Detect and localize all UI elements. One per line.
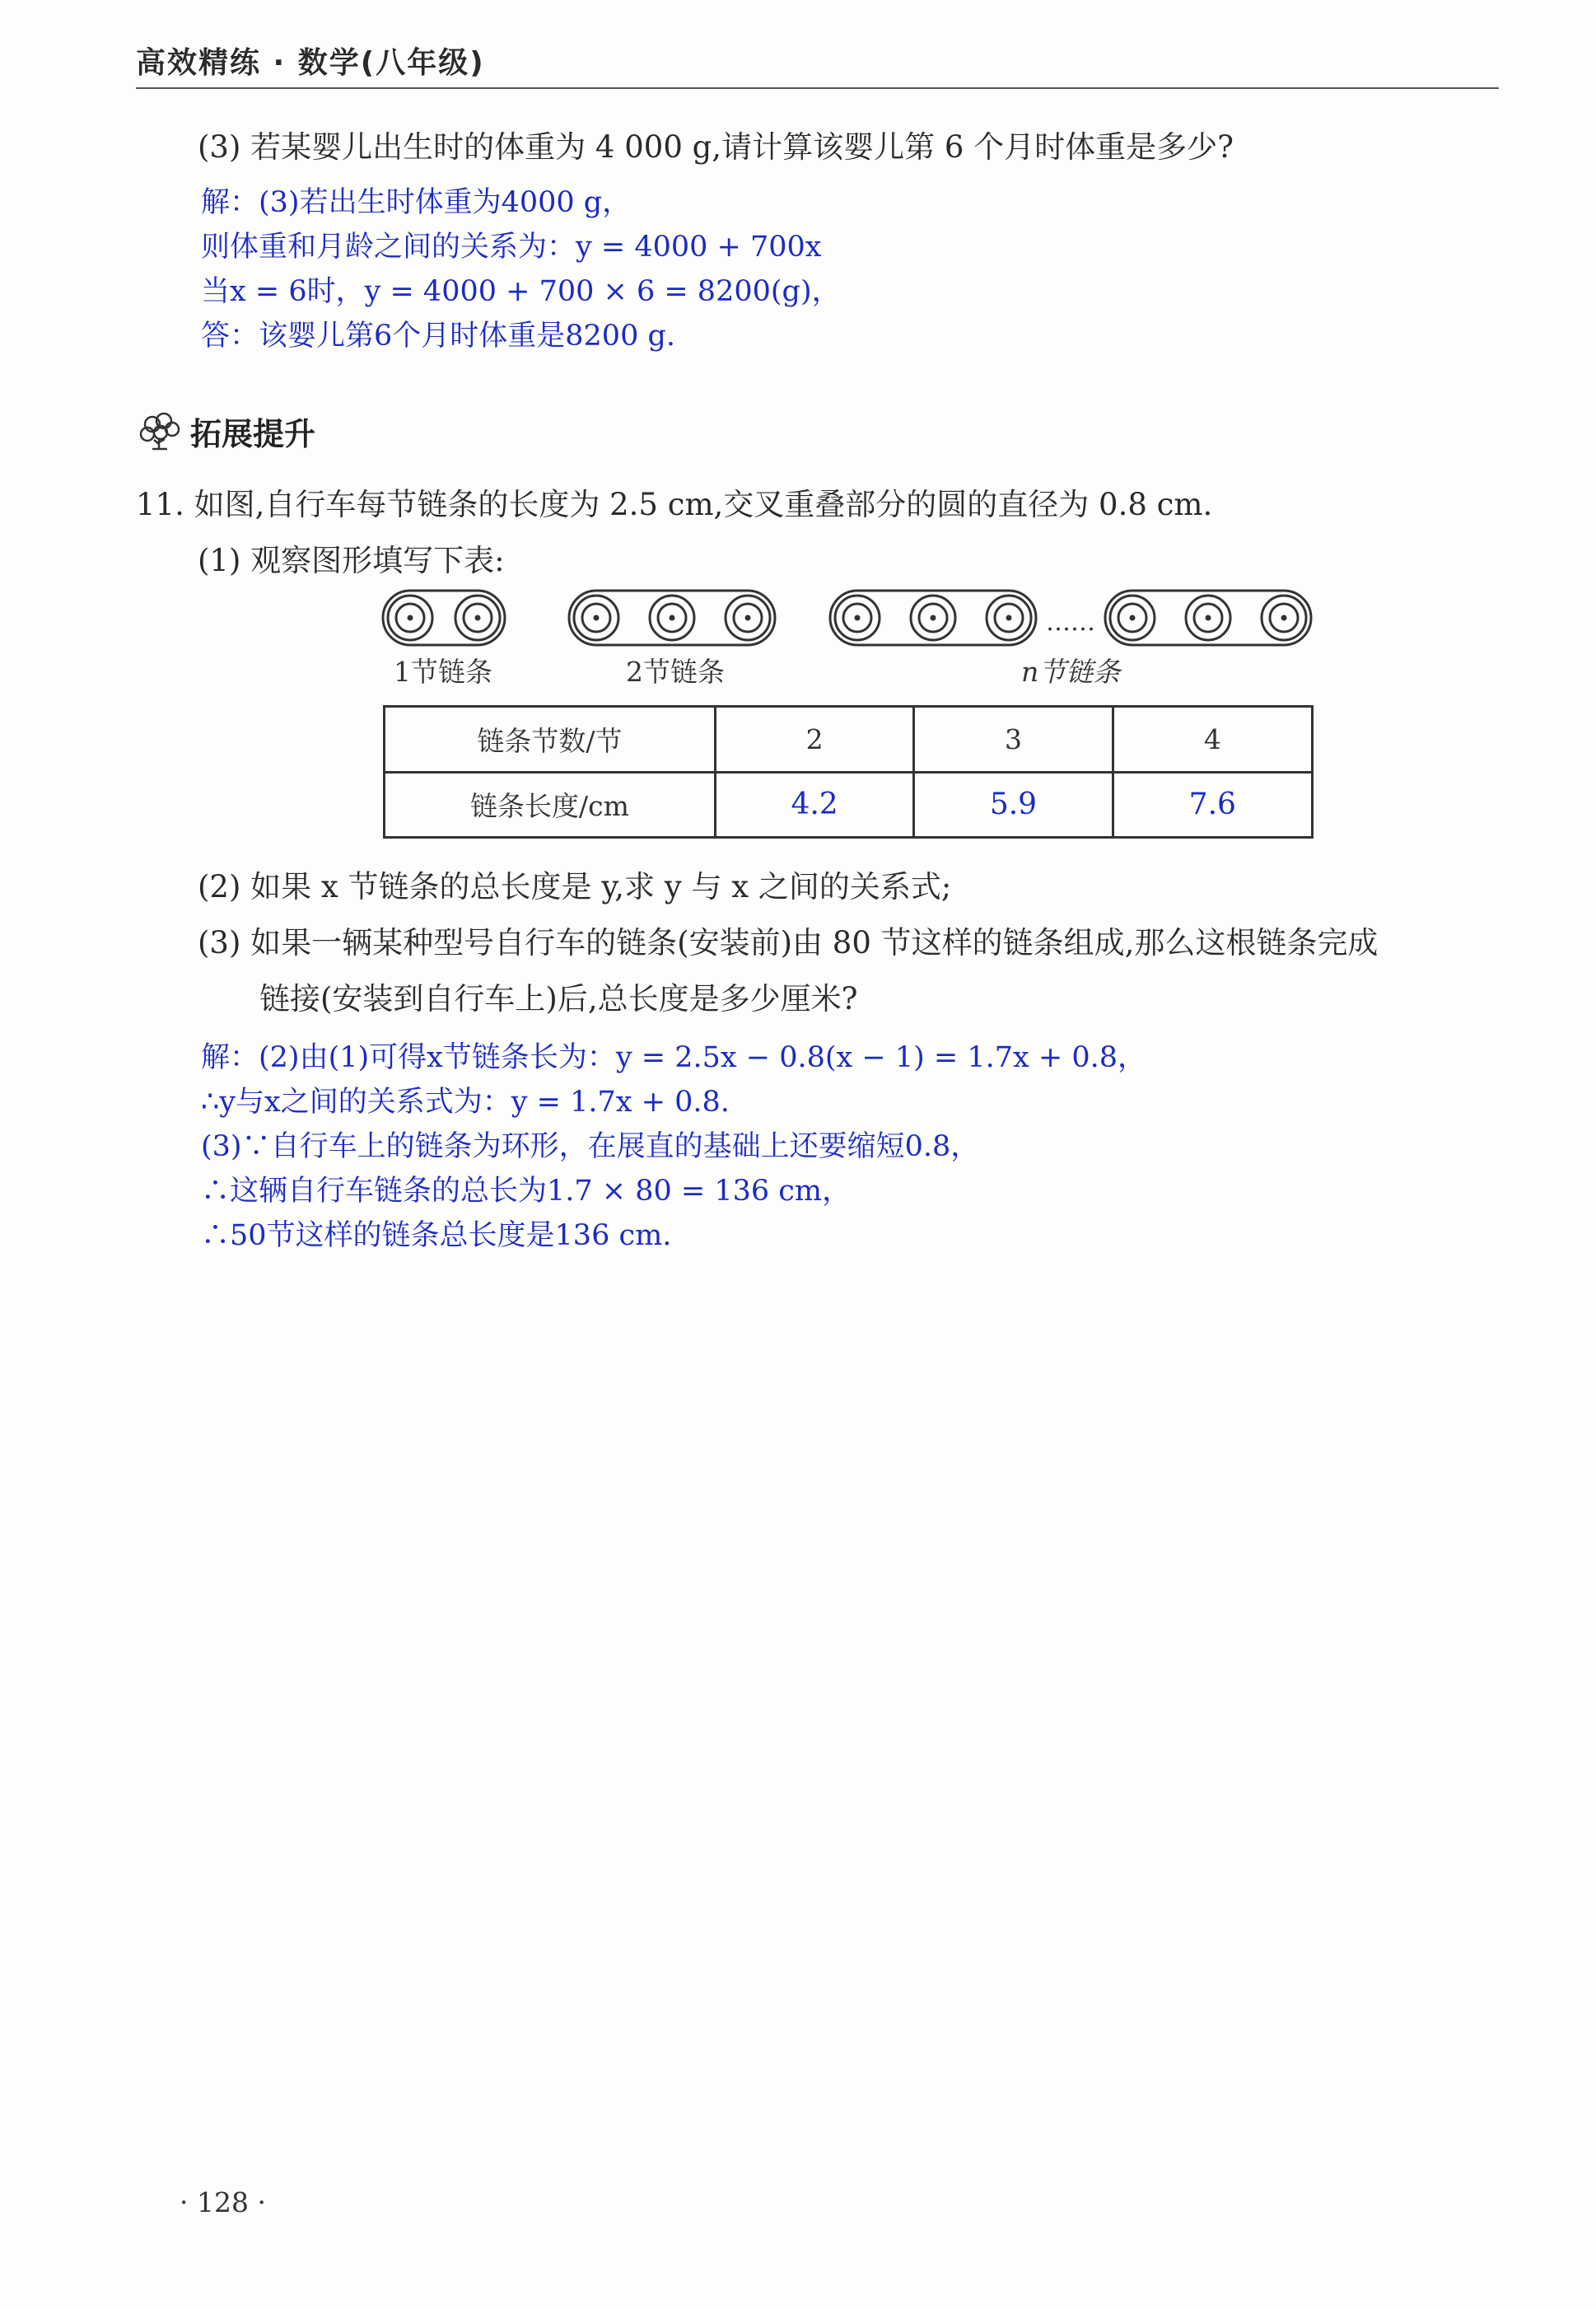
table-cell: 4 xyxy=(1113,707,1312,773)
chain-label-2: 2节链条 xyxy=(626,656,725,688)
table-cell: 2 xyxy=(715,707,913,773)
q10-answer-line-3: 当x = 6时，y = 4000 + 700 × 6 = 8200(g)， xyxy=(201,275,841,308)
chain-figure xyxy=(375,581,1322,655)
table-answer-cell: 5.9 xyxy=(914,772,1113,838)
section-title: 拓展提升 xyxy=(190,416,316,452)
table-header-count: 链条节数/节 xyxy=(385,707,716,773)
q11-part3-line-1: (3) 如果一辆某种型号自行车的链条(安装前)由 80 节这样的链条组成,那么这根链条完成 xyxy=(198,925,1379,961)
table-answer-cell: 7.6 xyxy=(1113,772,1312,838)
q11-stem: 11. 如图,自行车每节链条的长度为 2.5 cm,交叉重叠部分的圆的直径为 0.8 cm. xyxy=(136,487,1213,522)
table-row xyxy=(385,707,1313,773)
q10-answer-line-4: 答：该婴儿第6个月时体重是8200 g. xyxy=(201,320,675,353)
chain-table xyxy=(383,705,1314,839)
q10-answer-line-1: 解：(3)若出生时体重为4000 g， xyxy=(201,186,632,219)
section-heading xyxy=(136,409,315,454)
q11-answer-line-4: ∴这辆自行车链条的总长为1.7 × 80 = 136 cm， xyxy=(201,1175,852,1208)
page-number: · 128 · xyxy=(180,2186,266,2218)
q10-part3-question: (3) 若某婴儿出生时的体重为 4 000 g,请计算该婴儿第 6 个月时体重是多少? xyxy=(198,129,1234,165)
q11-part2: (2) 如果 x 节链条的总长度是 y,求 y 与 x 之间的关系式; xyxy=(198,869,952,904)
chain-1-link xyxy=(383,591,505,645)
chain-label-n: n节链条 xyxy=(1021,656,1121,688)
q11-part1: (1) 观察图形填写下表: xyxy=(198,543,505,578)
chain-label-1: 1节链条 xyxy=(394,656,492,688)
q11-answer-line-2: ∴y与x之间的关系式为：y = 1.7x + 0.8. xyxy=(201,1086,730,1119)
q11-answer-line-5: ∴50节这样的链条总长度是136 cm. xyxy=(201,1219,672,1252)
q11-answer-line-1: 解：(2)由(1)可得x节链条长为：y = 2.5x − 0.8(x − 1) = 1.7x + 0.8， xyxy=(201,1041,1146,1074)
q11-part3-line-2: 链接(安装到自行车上)后,总长度是多少厘米? xyxy=(259,981,858,1017)
table-answer-cell: 4.2 xyxy=(715,772,913,838)
header-divider xyxy=(136,87,1499,89)
table-row xyxy=(385,772,1313,838)
table-header-length: 链条长度/cm xyxy=(385,772,716,838)
tree-icon xyxy=(136,411,184,452)
chain-ellipsis: …… xyxy=(1046,608,1095,637)
page-header-title: 高效精练 · 数学(八年级) xyxy=(136,46,485,80)
q10-answer-line-2: 则体重和月龄之间的关系为：y = 4000 + 700x xyxy=(201,231,822,264)
q11-answer-line-3: (3)∵自行车上的链条为环形，在展直的基础上还要缩短0.8， xyxy=(201,1130,980,1163)
table-cell: 3 xyxy=(914,707,1113,773)
